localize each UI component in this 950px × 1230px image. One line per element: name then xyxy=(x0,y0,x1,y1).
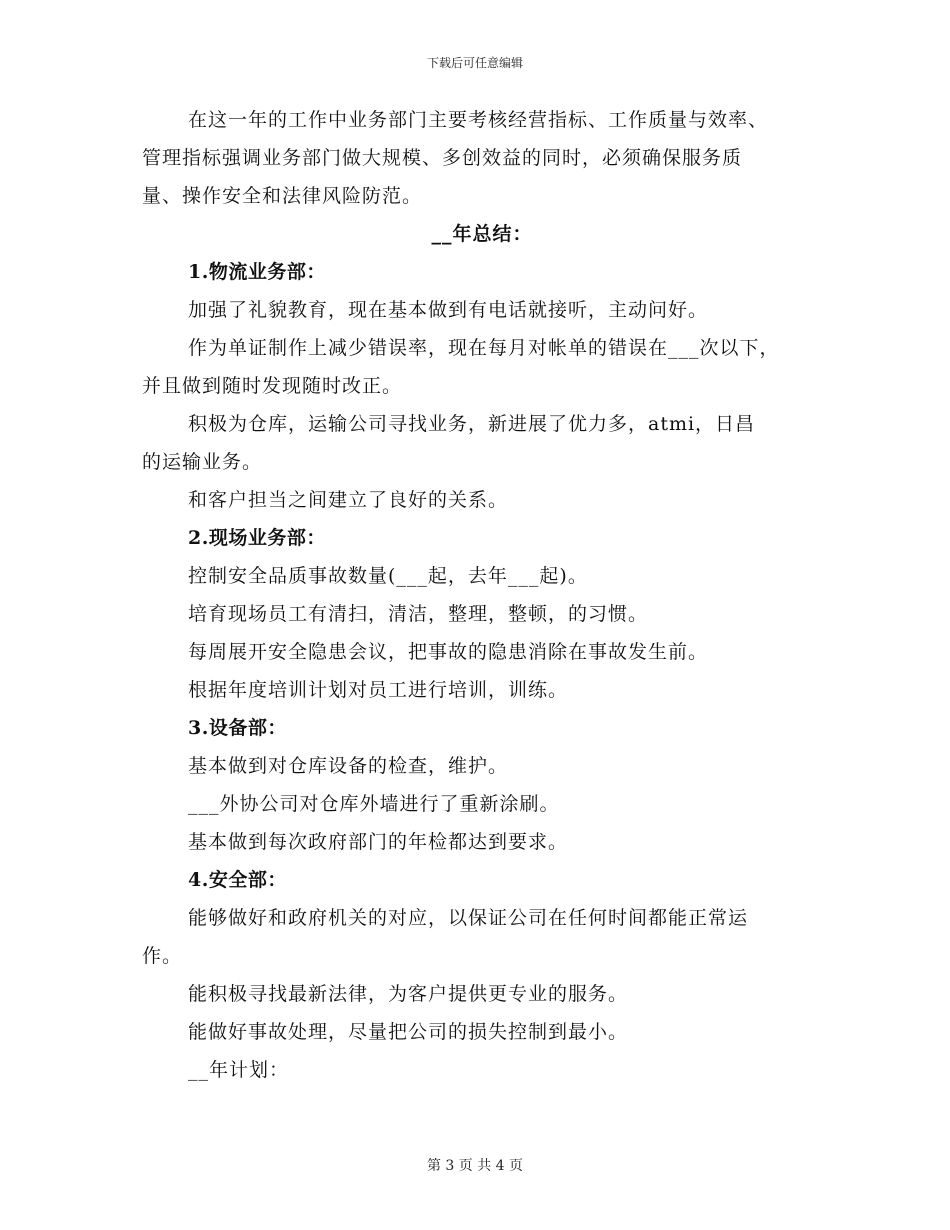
logistics-item-1: 加强了礼貌教育，现在基本做到有电话就接听，主动问好。 xyxy=(188,299,709,321)
site-item-3: 每周展开安全隐患会议，把事故的隐患消除在事故发生前。 xyxy=(188,641,709,663)
paragraph-intro-line-2: 管理指标强调业务部门做大规模、多创效益的同时，必须确保服务质 xyxy=(142,147,743,169)
safety-item-2: 能积极寻找最新法律，为客户提供更专业的服务。 xyxy=(188,983,629,1005)
summary-heading: __年总结： xyxy=(431,223,533,245)
paragraph-intro-line-3: 量、操作安全和法律风险防范。 xyxy=(142,185,423,207)
page-number: 第 3 页 共 4 页 xyxy=(426,1158,524,1174)
logistics-item-3-line-1: 积极为仓库，运输公司寻找业务，新进展了优力多，atmi，日昌 xyxy=(188,413,756,435)
site-item-4: 根据年度培训计划对员工进行培训，训练。 xyxy=(188,679,569,701)
equipment-item-2: ___外协公司对仓库外墙进行了重新涂刷。 xyxy=(188,793,560,815)
equipment-item-3: 基本做到每次政府部门的年检都达到要求。 xyxy=(188,831,569,853)
site-item-2: 培育现场员工有清扫，清洁，整理，整顿，的习惯。 xyxy=(188,603,649,625)
logistics-item-2-line-2: 并且做到随时发现随时改正。 xyxy=(142,375,403,397)
section-heading-logistics: 1.物流业务部： xyxy=(188,261,326,283)
logistics-item-2-line-1: 作为单证制作上减少错误率，现在每月对帐单的错误在___次以下， xyxy=(188,337,780,359)
safety-item-1-line-2: 作。 xyxy=(142,945,183,967)
header-note: 下载后可任意编辑 xyxy=(426,56,523,70)
plan-heading: __年计划： xyxy=(188,1059,290,1081)
equipment-item-1: 基本做到对仓库设备的检查，维护。 xyxy=(188,755,509,777)
site-item-1: 控制安全品质事故数量(___起，去年___起)。 xyxy=(188,565,588,587)
section-heading-site: 2.现场业务部： xyxy=(188,527,326,549)
section-heading-safety: 4.安全部： xyxy=(188,869,287,891)
logistics-item-4: 和客户担当之间建立了良好的关系。 xyxy=(188,489,509,511)
logistics-item-3-line-2: 的运输业务。 xyxy=(142,451,263,473)
section-heading-equipment: 3.设备部： xyxy=(188,717,287,739)
safety-item-3: 能做好事故处理，尽量把公司的损失控制到最小。 xyxy=(188,1021,629,1043)
paragraph-intro-line-1: 在这一年的工作中业务部门主要考核经营指标、工作质量与效率、 xyxy=(188,109,769,131)
safety-item-1-line-1: 能够做好和政府机关的对应，以保证公司在任何时间都能正常运 xyxy=(188,907,749,929)
